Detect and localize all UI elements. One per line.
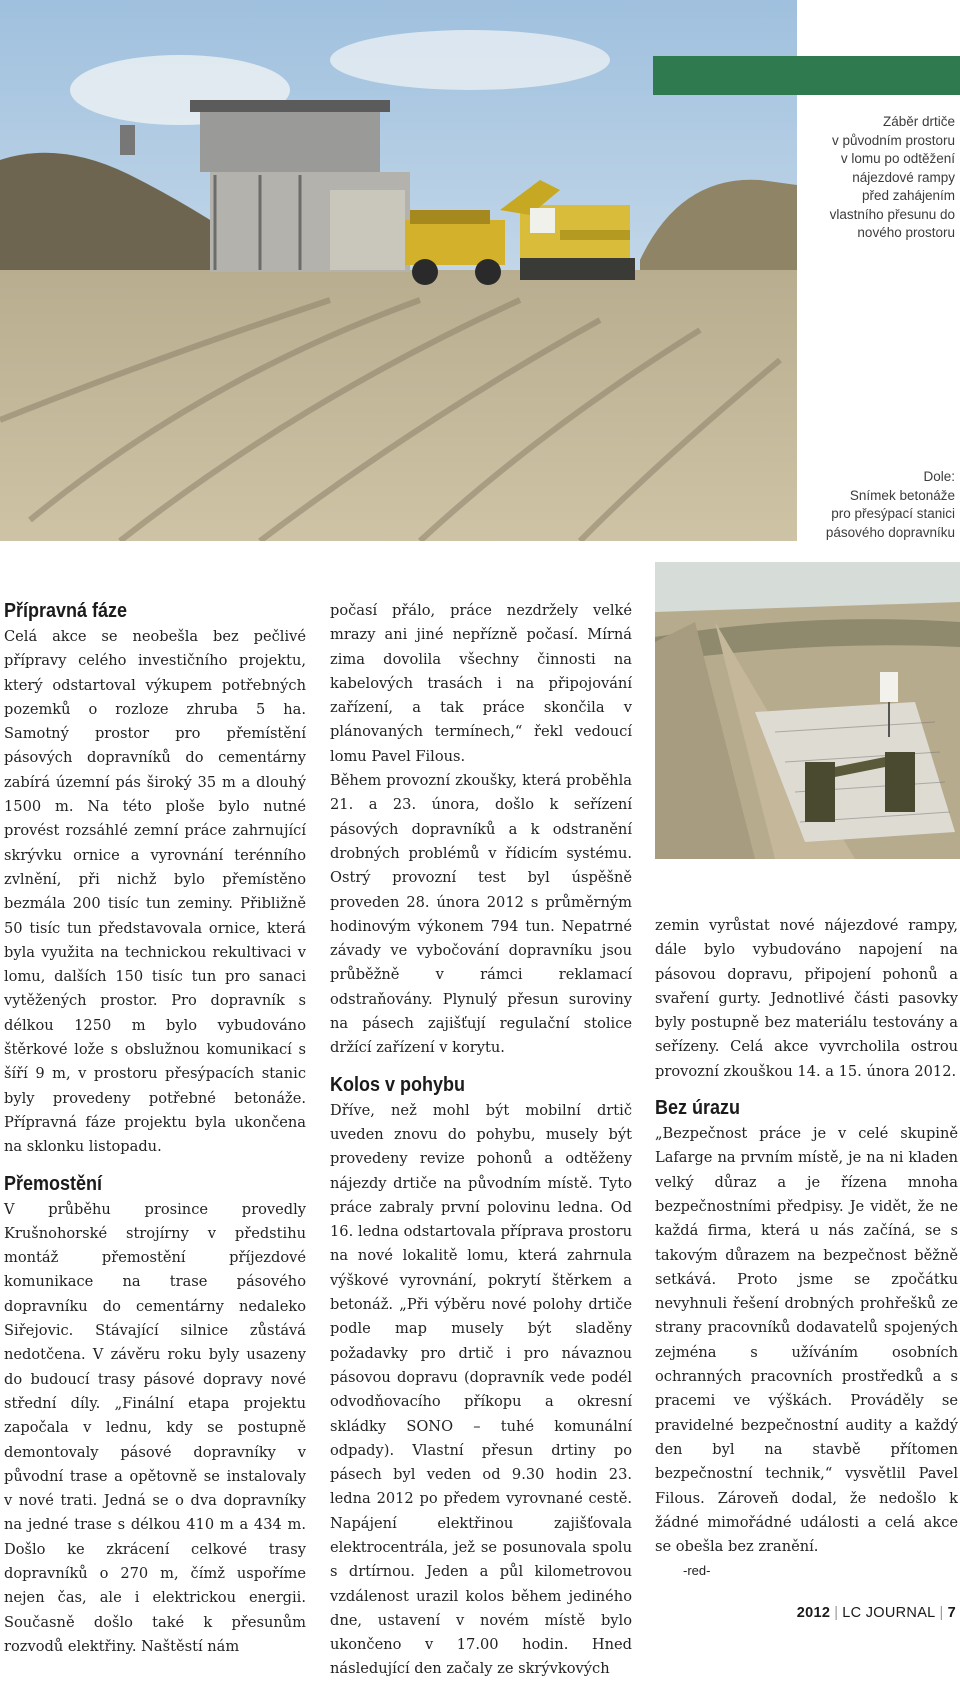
heading-pripravna-faze: Přípravná fáze [4, 600, 128, 622]
heading-kolos-v-pohybu: Kolos v pohybu [330, 1073, 465, 1096]
page-number: 7 [947, 1605, 956, 1621]
paragraph-premosteni: V průběhu prosince provedly Krušnohorské strojírny v předstihu montáž přemostění příjezdové komunikace na trase pásového dopravníku do cementárny nedaleko Siřejovic. Stávající silnice zůstává nedotčena. V závěru roku byly usazeny do budoucí trasy pásové dopravy nové střední díly. „Finální etapa projektu započala v lednu, kdy se postupně demontovaly pásové dopravníky v původní trase a opětovně se instalovaly v nové trati. Jedná se o dva dopravníky na jedné trase s délkou 410 m a 434 m. Došlo ke zkrácení celkové trasy dopravníků o 270 m, čímž uspoříme nejen čas, ale i elektrickou energii. Současně došlo také k přesunům rozvodů elektřiny. Naštěstí nám [4, 1200, 306, 1655]
article-column-1 [4, 599, 306, 1659]
signature: -red- [683, 1563, 711, 1579]
caption-top: Záběr drtiče v původním prostoru v lomu po odtěžení nájezdové rampy před zahájením vlastního přesunu do nového prostoru [829, 114, 955, 240]
article-column-3 [655, 914, 958, 1584]
paragraph-kolos-v-pohybu: Dříve, než mohl být mobilní drtič uveden znovu do pohybu, musely být provedeny revize pohonů a odtěženy nájezdy drtiče na původním místě. Tyto práce zabraly první polovinu ledna. Od 16. ledna odstartovala příprava prostoru na nové lokalitě lomu, která zahrnula výškové vyrovnání, pokrytí štěrkem a betonáž. „Při výběru nové polohy drtiče podle map musely být sladěny požadavky pro drtič i pro návaznou pásovou dopravu (dopravník vede podél odvodňovacího příkopu a okresní skládky SONO – tuhé komunální odpady). Vlastní přesun drtiny po pásech byl veden od 9.30 hodin 23. ledna 2012 po předem vyrovnané cestě. Napájení elektřinou zajišťovala elektrocentrála, jež se posunovala spolu s drtírnou. Jeden a půl kilometrovou vzdálenost urazil kolos během jediného dne, ustavení v novém místě bylo ukončeno v 17.00 hodin. Hned následující den začaly ze skrývkových [330, 1101, 632, 1678]
paragraph-najezdove-rampy: zemin vyrůstat nové nájezdové rampy, dále bylo vybudováno napojení na pásovou dopravu, připojení pohonů a svaření gurty. Jednotlivé části pasovky byly postupně bez materiálu testovány a seřízeny. Celá akce vyvrcholila ostrou provozní zkouškou 14. a 15. února 2012. [655, 917, 958, 1080]
footer-year: 2012 [796, 1605, 831, 1621]
article-column-2 [330, 599, 632, 1682]
paragraph-provozni-zkouska: Během provozní zkoušky, která proběhla 21. a 23. února, došlo k seřízení pásových dopravníků a k odstranění drobných problémů v řídicím systému. Ostrý provozní test byl úspěšně proveden 28. února 2012 s průměrným hodinovým výkonem 794 tun. Nepatrné závady ve vybočování dopravníku jsou průběžně v rámci reklamací odstraňovány. Plynulý přesun suroviny na pásech zajišťují regulační stolice držící zařízení v korytu. [330, 772, 632, 1057]
page-footer [797, 1605, 956, 1621]
accent-bar [653, 56, 960, 95]
caption-bottom: Dole: Snímek betonáže pro přesýpací stanici pásového dopravníku [825, 469, 955, 540]
paragraph-bez-urazu: „Bezpečnost práce je v celé skupině Lafarge na prvním místě, je na ni kladen velký důraz a je řízena mnoha bezpečnostními předpisy. Je vidět, že ne každá firma, která u nás začíná, se s takovým důrazem na bezpečnost běžně setkává. Proto jsme se zpočátku nevyhnuli řešení drobných prohřešků ze strany pracovníků dodavatelů spojených zejména s užíváním osobních ochranných pracovních prostředků a s pracemi ve výškách. Prováděly se pravidelné bezpečnostní audity a každý den byl na stavbě přítomen bezpečnostní technik,“ vysvětlil Pavel Filous. Zároveň dodal, že nedošlo k žádné mimořádné události a celá akce se obešla bez zranění. [655, 1125, 958, 1556]
paragraph-pripravna-faze: Celá akce se neobešla bez pečlivé přípravy celého investičního projektu, který odstartoval výkupem potřebných pozemků o rozloze zhruba 5 ha. Samotný prostor pro přemístění pásových dopravníků do cementárny zabírá územní pás široký 35 m a dlouhý 1500 m. Na této ploše bylo nutné provést rozsáhlé zemní práce zahrnující skrývku ornice a vyrovnání terénního zvlnění, při nichž bylo přemístěno bezmála 200 tisíc tun zeminy. Přibližně 50 tisíc tun představovala ornice, která byla využita na technickou rekultivaci v lomu, dalších 150 tisíc tun pro sanaci vytěžených prostor. Pro dopravník s délkou 1250 m bylo vybudováno štěrkové lože s obslužnou komunikací s šíří 9 m, v prostoru přesýpacích stanic byly provedeny potřebné betonáže. Přípravná fáze projektu byla ukončena na sklonku listopadu. [4, 628, 306, 1156]
paragraph-pocasi: počasí přálo, práce nezdržely velké mrazy ani jiné nepřízně počasí. Mírná zima dovolila všechny činnosti na kabelových trasách i na připojování zařízení, a tak práce skončila v plánovaných termínech,“ řekl vedoucí lomu Pavel Filous. [330, 602, 632, 765]
heading-bez-urazu: Bez úrazu [655, 1097, 741, 1120]
footer-journal: LC JOURNAL [842, 1605, 936, 1621]
heading-premosteni: Přemostění [4, 1172, 103, 1195]
footer-separator-2: | [939, 1605, 944, 1621]
photo-concrete-station [655, 562, 960, 859]
footer-separator: | [834, 1605, 839, 1621]
